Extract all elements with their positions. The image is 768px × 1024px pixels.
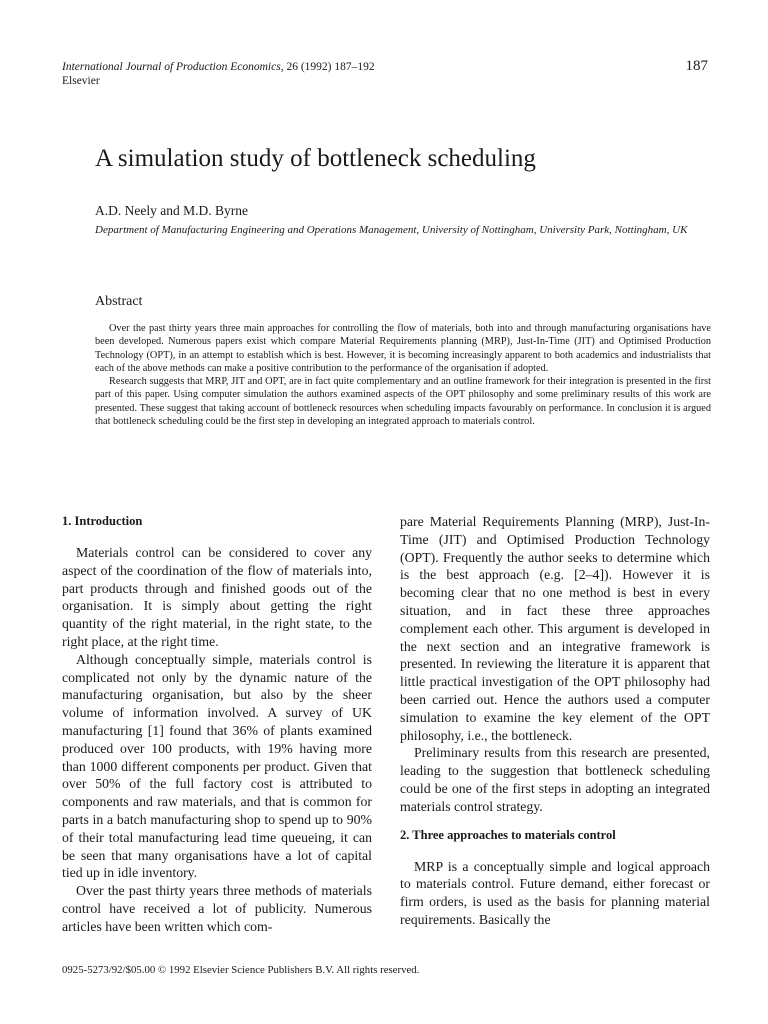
affiliation: Department of Manufacturing Engineering and Operations Management, University of Nottingham, University Park, Nottingham, UK [95, 224, 688, 236]
journal-citation [62, 60, 375, 74]
publisher: Elsevier [62, 75, 100, 87]
abstract-heading: Abstract [95, 294, 143, 309]
volume-pages: , 26 (1992) 187–192 [280, 61, 375, 73]
right-column [400, 513, 710, 929]
authors: A.D. Neely and M.D. Byrne [95, 203, 248, 218]
abstract-paragraph: Over the past thirty years three main approaches for controlling the flow of materials, both into and through manufacturing organisations have been developed. Numerous papers exist which compare Material Requirements planning (MRP), Just-In-Time (JIT) and Optimised Production Technology (OPT), in an attempt to establish which is best. However, it is becoming increasingly apparent to both academics and industrialists that each of the above methods can make a positive contribution to the performance of the organisation if adopted. [95, 323, 711, 374]
copyright-footer: 0925-5273/92/$05.00 © 1992 Elsevier Science Publishers B.V. All rights reserved. [62, 964, 420, 976]
section-heading-introduction: 1. Introduction [62, 514, 143, 528]
body-paragraph: Although conceptually simple, materials control is complicated not only by the dynamic nature of the manufacturing organisation, but also by the sheer volume of information involved. A survey of UK manufacturing [1] found that 36% of plants examined produced over 100 products, with 19% having more than 1000 different components per product. Given that over 50% of the full factory cost is attributed to components and raw materials, and that is common for parts in a batch manufacturing shop to spend up to 90% of their total manufacturing lead time queueing, it can be seen that many organisations have a lot of capital tied up in idle inventory. [62, 651, 372, 881]
body-paragraph: Materials control can be considered to cover any aspect of the coordination of the flow of materials into, part products through and finished goods out of the organisation. It is simply about getting the right quantity of the right material, in the right state, to the right place, at the right time. [62, 545, 372, 649]
body-paragraph: pare Material Requirements Planning (MRP), Just-In-Time (JIT) and Optimised Production Technology (OPT). Frequently the author seeks to determine which is the best approach (e.g. [2–4]). However it is becoming clear that no one method is best in every situation, and in fact these three approaches complement each other. This argument is developed in the next section and an integrative framework is presented. In reviewing the literature it is apparent that little practical investigation of the OPT philosophy had been carried out. Hence the authors used a computer simulation to examine the key element of the OPT philosophy, i.e., the bottleneck. [400, 514, 710, 743]
body-paragraph: Preliminary results from this research are presented, leading to the suggestion that bottleneck scheduling could be one of the first steps in adopting an integrated materials control strategy. [400, 745, 710, 814]
section-heading-three-approaches: 2. Three approaches to materials control [400, 827, 616, 842]
page-number: 187 [685, 58, 708, 74]
abstract-paragraph: Research suggests that MRP, JIT and OPT, are in fact quite complementary and an outline framework for their integration is presented in the first part of this paper. Using computer simulation the authors examined aspects of the OPT philosophy and some preliminary results of this work are presented. These suggest that taking account of bottleneck resources when scheduling impacts favourably on performance. In conclusion it is argued that bottleneck scheduling could be the first step in developing an integrated approach to materials control. [95, 376, 711, 428]
body-paragraph: Over the past thirty years three methods of materials control have received a lot of publicity. Numerous articles have been written which com- [62, 883, 372, 934]
left-column [62, 513, 372, 936]
body-paragraph: MRP is a conceptually simple and logical approach to materials control. Future demand, either forecast or firm orders, is used as the basis for planning material requirements. Basically the [400, 858, 710, 927]
paper-title: A simulation study of bottleneck scheduling [95, 145, 536, 172]
abstract-body [95, 322, 711, 428]
running-header [62, 60, 375, 88]
journal-name: International Journal of Production Economics [62, 61, 281, 73]
